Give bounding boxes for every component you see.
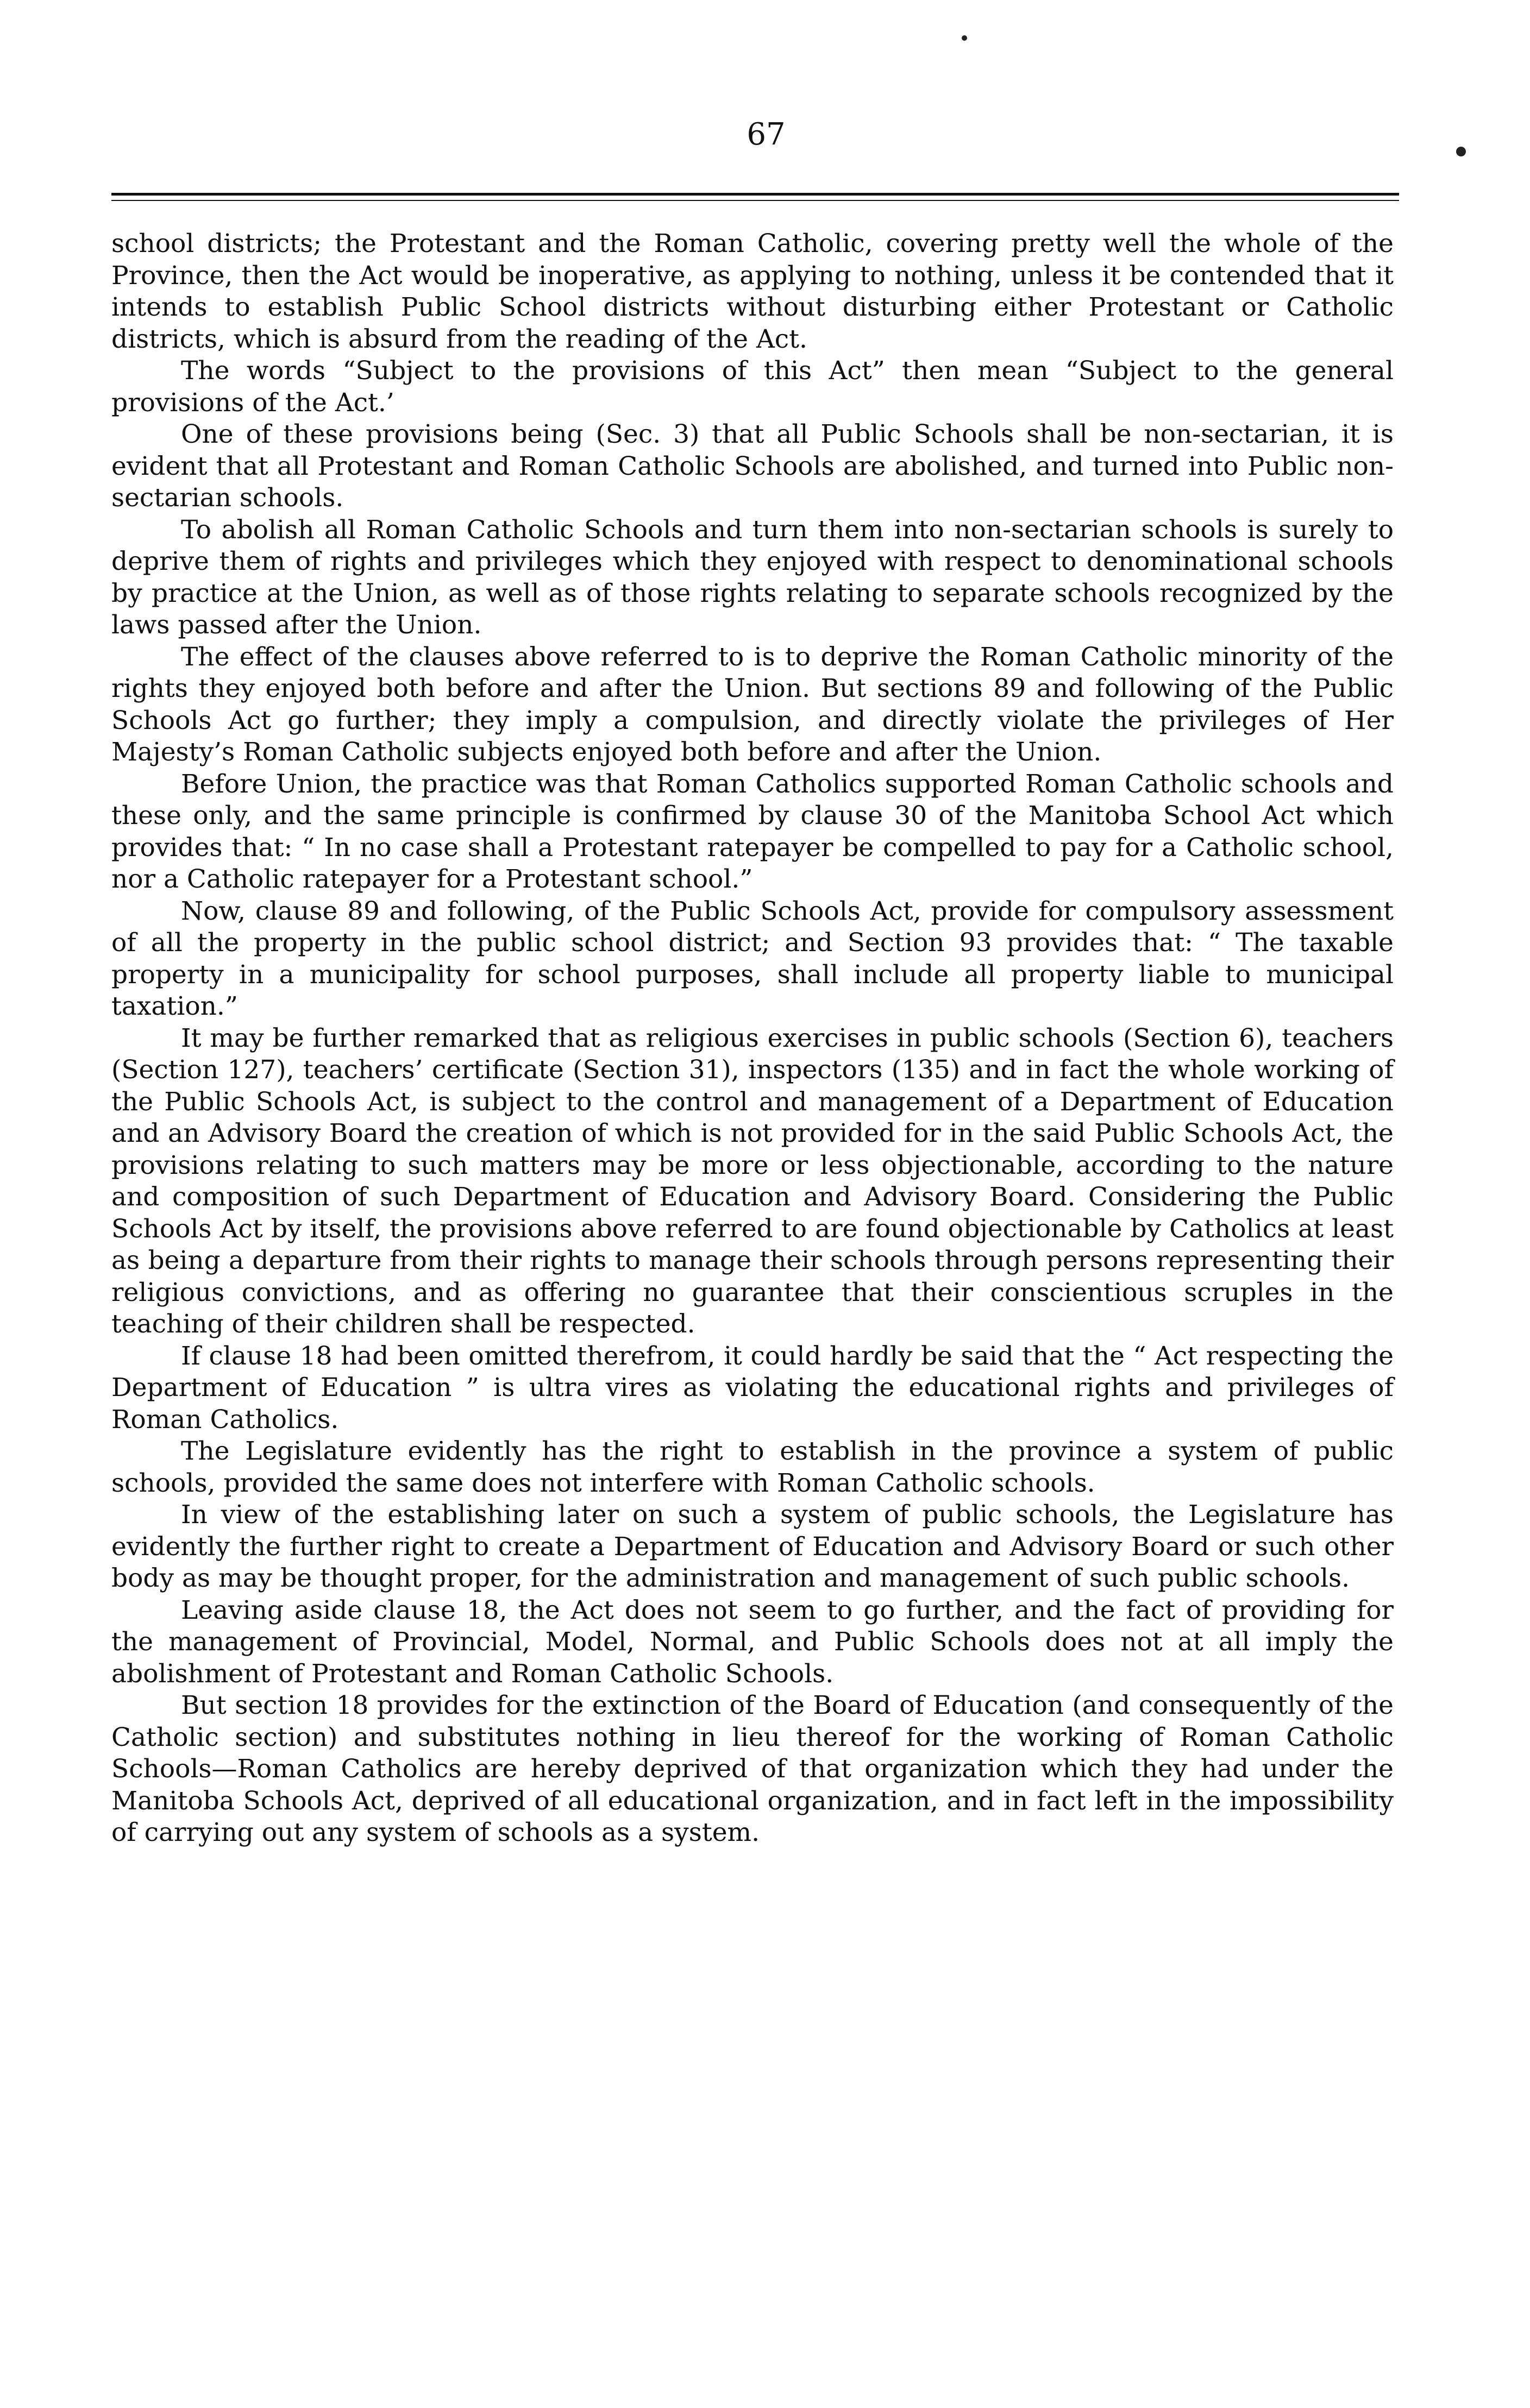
paragraph: The words “Subject to the provisions of this Act” then mean “Subject to the general provisions of the Act.’ — [111, 356, 1394, 418]
paragraph: If clause 18 had been omitted therefrom, it could hardly be said that the “ Act respecting the Department of Education ” is ultra vires as violating the educational rights and privileges of Roman Catholics. — [111, 1341, 1394, 1435]
page-body — [111, 228, 1394, 1849]
paragraph: The Legislature evidently has the right to establish in the province a system of public schools, provided the same does not interfere with Roman Catholic schools. — [111, 1436, 1394, 1498]
header-rule-thick — [111, 193, 1399, 196]
header-rule-thin — [111, 200, 1399, 201]
paragraph: Before Union, the practice was that Roman Catholics supported Roman Catholic schools and these only, and the same principle is confirmed by clause 30 of the Manitoba School Act which provides that: “ In no case shall a Protestant ratepayer be compelled to pay for a Catholic school, nor a Catholic ratepayer for a Protestant school.” — [111, 769, 1394, 894]
paragraph: Now, clause 89 and following, of the Public Schools Act, provide for compulsory assessment of all the property in the public school district; and Section 93 provides that: “ The taxable property in a municipality for school purposes, shall include all property liable to municipal taxation.” — [111, 896, 1394, 1021]
ink-speck — [1456, 147, 1466, 156]
paragraph: In view of the establishing later on such a system of public schools, the Legislature has evidently the further right to create a Department of Education and Advisory Board or such other body as may be thought proper, for the administration and management of such public schools. — [111, 1500, 1394, 1593]
paragraph: Leaving aside clause 18, the Act does not seem to go further, and the fact of providing for the management of Provincial, Model, Normal, and Public Schools does not at all imply the abolishment of Protestant and Roman Catholic Schools. — [111, 1595, 1394, 1689]
ink-speck — [962, 35, 967, 41]
paragraph: It may be further remarked that as religious exercises in public schools (Section 6), teachers (Section 127), teachers’ certificate (Section 31), inspectors (135) and in fact the whole working of the Public Schools Act, is subject to the control and management of a Department of Education and an Advisory Board the creation of which is not provided for in the said Public Schools Act, the provisions relating to such matters may be more or less objectionable, according to the nature and composition of such Department of Education and Advisory Board. Considering the Public Schools Act by itself, the provisions above referred to are found objectionable by Catholics at least as being a departure from their rights to manage their schools through persons representing their religious convictions, and as offering no guarantee that their conscientious scruples in the teaching of their children shall be respected. — [111, 1023, 1394, 1339]
paragraph: One of these provisions being (Sec. 3) that all Public Schools shall be non-sectarian, it is evident that all Protestant and Roman Catholic Schools are abolished, and turned into Public non-sectarian schools. — [111, 419, 1394, 513]
paragraph: The effect of the clauses above referred to is to deprive the Roman Catholic minority of the rights they enjoyed both before and after the Union. But sections 89 and following of the Public Schools Act go further; they imply a compulsion, and directly violate the privileges of Her Majesty’s Roman Catholic subjects enjoyed both before and after the Union. — [111, 642, 1394, 767]
paragraph: But section 18 provides for the extinction of the Board of Education (and consequently of the Catholic section) and substitutes nothing in lieu thereof for the working of Roman Catholic Schools—Roman Catholics are hereby deprived of that organization which they had under the Manitoba Schools Act, deprived of all educational organization, and in fact left in the impossibility of carrying out any system of schools as a system. — [111, 1690, 1394, 1847]
paragraph: To abolish all Roman Catholic Schools and turn them into non-sectarian schools is surely to deprive them of rights and privileges which they enjoyed with respect to denominational schools by practice at the Union, as well as of those rights relating to separate schools recognized by the laws passed after the Union. — [111, 514, 1394, 640]
page-number: 67 — [747, 117, 786, 152]
paragraph: school districts; the Protestant and the Roman Catholic, covering pretty well the whole of the Province, then the Act would be inoperative, as applying to nothing, unless it be contended that it intends to establish Public School districts without disturbing either Protestant or Catholic districts, which is absurd from the reading of the Act. — [111, 229, 1394, 354]
